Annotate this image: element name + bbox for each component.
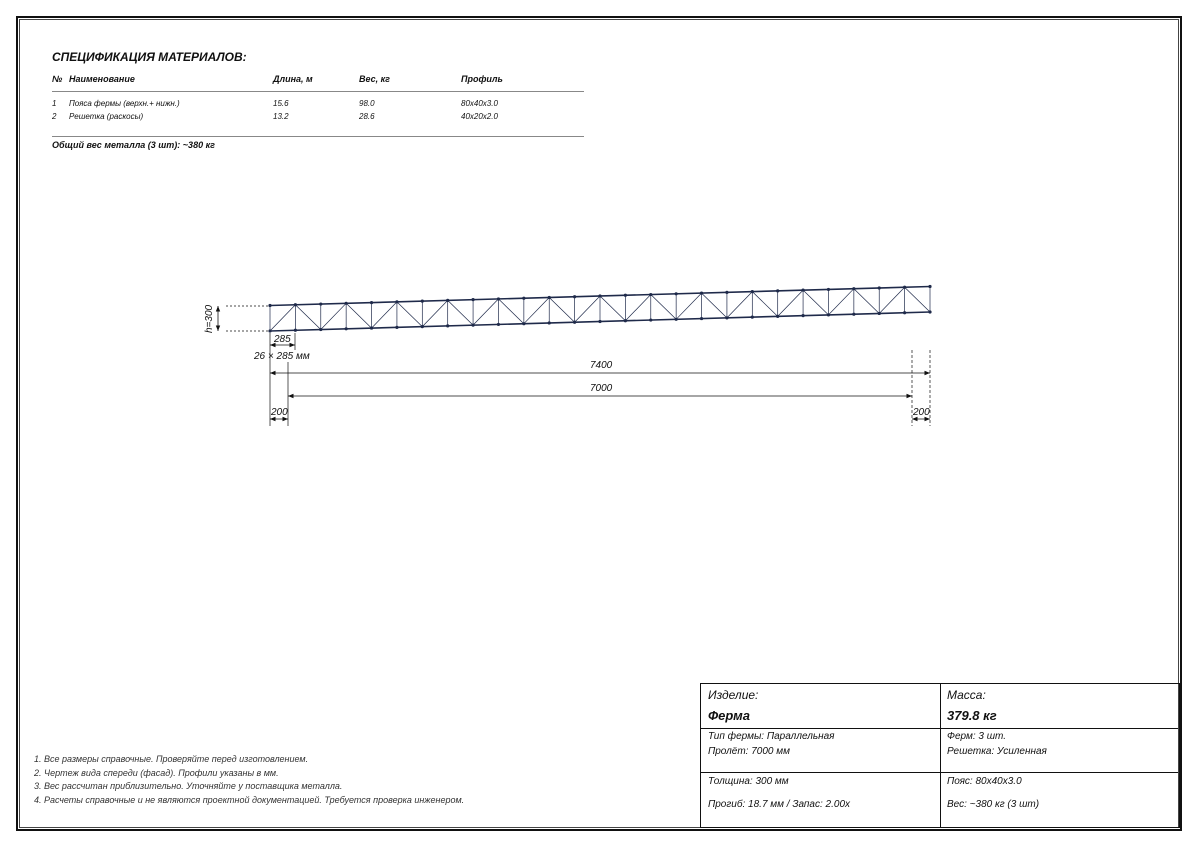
chord-profile: Пояс: 80x40x3.0 xyxy=(947,776,1022,787)
span-label: 7000 xyxy=(590,383,613,394)
truss-diagonal xyxy=(321,303,346,329)
truss-diagonal xyxy=(828,289,853,315)
support-left-label: 200 xyxy=(271,407,288,418)
spec-cell-no: 2 xyxy=(52,112,57,121)
spec-cell-profile: 40x20x2.0 xyxy=(461,112,498,121)
overall-length-label: 7400 xyxy=(590,360,613,371)
title-block-divider xyxy=(701,728,1178,729)
product-value: Ферма xyxy=(708,708,750,723)
truss-node xyxy=(852,313,855,316)
mass-value: 379.8 кг xyxy=(947,708,997,723)
truss-node xyxy=(827,288,830,291)
truss-frame xyxy=(268,285,931,333)
note-line: 2. Чертеж вида спереди (фасад). Профили указаны в мм. xyxy=(34,767,279,778)
spec-cell-name: Решетка (раскосы) xyxy=(69,112,144,121)
truss-diagonal xyxy=(905,287,930,312)
total-weight: Вес: ~380 кг (3 шт) xyxy=(947,799,1040,810)
truss-node xyxy=(395,326,398,329)
lattice-type: Решетка: Усиленная xyxy=(947,746,1047,757)
truss-diagonal xyxy=(498,299,523,324)
spec-header-no: № xyxy=(52,74,63,84)
spec-header-weight: Вес, кг xyxy=(359,74,390,84)
truss-node xyxy=(649,318,652,321)
spec-cell-length: 15.6 xyxy=(273,99,289,108)
deflection-value: Прогиб: 18.7 мм / Запас: 2.00x xyxy=(708,799,851,810)
note-line: 3. Вес рассчитан приблизительно. Уточняйте у поставщика металла. xyxy=(34,781,343,791)
title-block xyxy=(700,683,1180,828)
truss-node xyxy=(675,292,678,295)
truss-node xyxy=(497,323,500,326)
support-right-label: 200 xyxy=(913,407,930,418)
truss-node xyxy=(776,289,779,292)
truss-diagonal xyxy=(372,302,397,328)
truss-diagonal xyxy=(270,305,295,331)
height-label: h=300 xyxy=(204,304,215,333)
panel-label: 285 xyxy=(274,334,291,345)
height-dimension xyxy=(204,304,268,333)
truss-node xyxy=(573,295,576,298)
truss-diagonal xyxy=(651,295,676,320)
truss-node xyxy=(928,285,931,288)
spec-title: СПЕЦИФИКАЦИЯ МАТЕРИАЛОВ: xyxy=(52,50,247,64)
spec-cell-profile: 80x40x3.0 xyxy=(461,99,498,108)
truss-diagonal xyxy=(473,299,498,325)
support-dimensions xyxy=(270,407,930,419)
truss-node xyxy=(471,298,474,301)
spec-header-length: Длина, м xyxy=(273,74,313,84)
mass-label: Масса: xyxy=(947,688,986,702)
truss-diagonal xyxy=(422,300,447,326)
span-dimension xyxy=(288,383,912,396)
span-value: Пролёт: 7000 мм xyxy=(708,746,790,757)
truss-diagonal xyxy=(803,290,828,315)
truss-node xyxy=(446,324,449,327)
truss-diagonal xyxy=(625,295,650,321)
truss-diagonal xyxy=(346,303,371,328)
spec-cell-weight: 98.0 xyxy=(359,99,375,108)
truss-node xyxy=(370,301,373,304)
truss-diagonal xyxy=(702,293,727,318)
truss-node xyxy=(548,321,551,324)
truss-node xyxy=(700,317,703,320)
truss-node xyxy=(725,291,728,294)
truss-diagonal xyxy=(676,293,701,319)
truss-diagonal xyxy=(397,302,422,327)
truss-diagonal xyxy=(600,296,625,321)
general-notes xyxy=(34,753,464,807)
truss-node xyxy=(878,286,881,289)
truss-diagonal xyxy=(752,292,777,317)
title-block-divider xyxy=(940,684,941,827)
spec-header-name: Наименование xyxy=(69,74,135,84)
truss-diagonal xyxy=(549,297,574,322)
thickness-value: Толщина: 300 мм xyxy=(708,776,789,787)
product-label: Изделие: xyxy=(708,688,759,702)
spec-cell-weight: 28.6 xyxy=(359,112,375,121)
truss-node xyxy=(801,314,804,317)
spec-header-profile: Профиль xyxy=(461,74,503,84)
panel-dimension xyxy=(253,333,310,370)
title-block-divider xyxy=(701,772,1178,773)
truss-node xyxy=(598,320,601,323)
panel-count-label: 26 × 285 мм xyxy=(254,351,310,362)
truss-node xyxy=(522,297,525,300)
spec-cell-length: 13.2 xyxy=(273,112,289,121)
truss-node xyxy=(319,302,322,305)
truss-node xyxy=(294,329,297,332)
truss-diagonal xyxy=(854,289,879,314)
note-line: 4. Расчеты справочные и не являются проектной документацией. Требуется проверка инженером. xyxy=(34,794,465,805)
note-line: 1. Все размеры справочные. Проверяйте перед изготовлением. xyxy=(34,754,309,764)
truss-diagonal xyxy=(524,297,549,323)
truss-type: Тип фермы: Параллельная xyxy=(708,731,835,742)
truss-node xyxy=(624,294,627,297)
spec-cell-name: Пояса фермы (верхн.+ нижн.) xyxy=(69,99,180,108)
truss-node xyxy=(421,300,424,303)
truss-diagonal xyxy=(575,296,600,322)
truss-diagonal xyxy=(879,287,904,313)
spec-total-weight: Общий вес металла (3 шт): ~380 кг xyxy=(52,140,215,150)
truss-diagonal xyxy=(727,292,752,318)
truss-diagonal xyxy=(295,305,320,330)
spec-cell-no: 1 xyxy=(52,99,57,108)
truss-node xyxy=(903,311,906,314)
truss-diagonal xyxy=(448,300,473,325)
truss-diagonal xyxy=(778,290,803,316)
truss-node xyxy=(268,304,271,307)
truss-count: Ферм: 3 шт. xyxy=(947,731,1007,742)
truss-node xyxy=(751,316,754,319)
truss-node xyxy=(345,327,348,330)
